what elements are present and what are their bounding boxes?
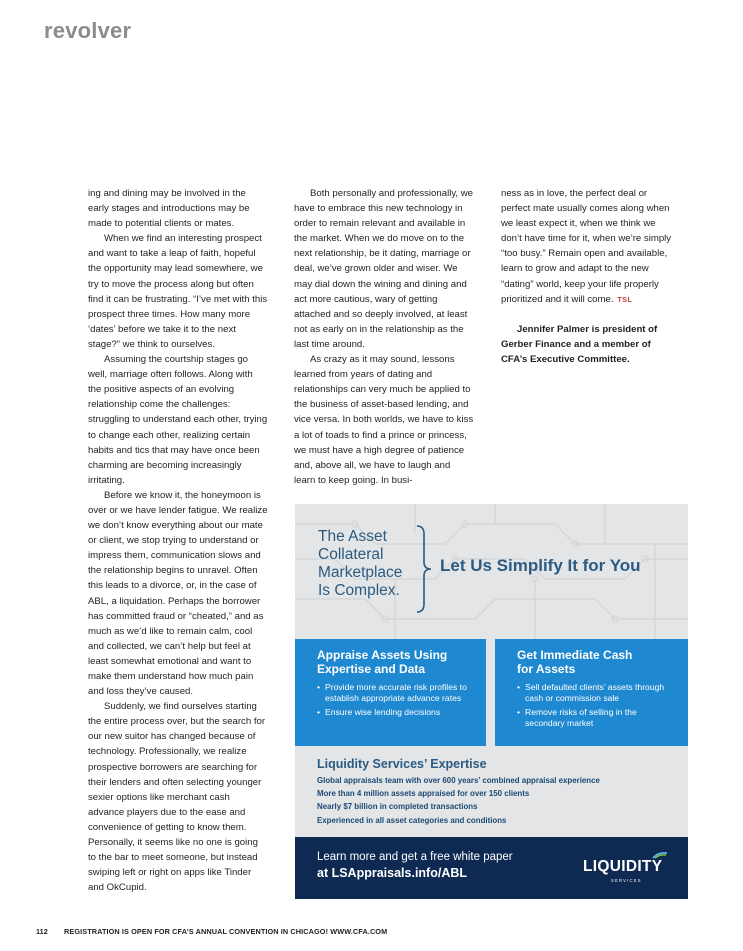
- logo-wordmark: LIQUIDITY: [583, 858, 663, 875]
- liquidity-services-logo: [583, 851, 673, 887]
- panel-title: [517, 648, 678, 676]
- ad-call-to-action[interactable]: [295, 837, 688, 899]
- article-column-3: [501, 186, 679, 367]
- paragraph: Suddenly, we find ourselves starting the entire process over, but the search for our new suitor has changed because of technology. Professionally, we realize prospective borrowers are searching for their lenders and often selecting younger sexier options like merchant cash advance players due to the ease and convenience of getting to know them. Personally, it seems like no one is going to the bar to meet someone, but instead swiping left or right on apps like Tinder and OkCupid.: [88, 701, 266, 894]
- panel-bullet: • Sell defaulted clients’ assets through cash or commission sale: [517, 682, 678, 703]
- cta-link[interactable]: at LSAppraisals.info/ABL: [317, 866, 468, 880]
- page-number: 112: [36, 927, 48, 936]
- immediate-cash-panel: [495, 639, 688, 746]
- expertise-item: Experienced in all asset categories and conditions: [317, 815, 507, 825]
- paragraph: Before we know it, the honeymoon is over or we have lender fatigue. We realize we don’t know everything about our mate or client, we stop trying to understand or impress them, communication slows and the relationship begins to unravel. Often this leads to a divorce, or, in the case of ABL, a liquidation. Perhaps the borrower has committed fraud or “cheated,” and as much as we’d like to remain calm, cool and collected, we can’t help but feel at least somewhat emotional and want to make them understand how much pain and loss they’ve caused.: [88, 489, 268, 698]
- headline-line: Marketplace: [318, 564, 403, 581]
- paragraph: As crazy as it may sound, lessons learned from years of dating and relationships can very much be applied to the business of asset-based lending, and vice versa. In both worlds, we have to kiss a lot of toads to find a prince or princess, we must have a high degree of patience and, above all, we have to laugh and learn to keep going. In busi-: [294, 354, 474, 486]
- expertise-title: Liquidity Services’ Expertise: [317, 757, 487, 771]
- headline-line: The Asset: [318, 528, 387, 545]
- paragraph: Both personally and professionally, we have to embrace this new technology in order to remain relevant and available in the market. When we do move on to the next relationship, be it dating, marriage or deal, we’ve grown older and wiser. We may dial down the wining and dining and act more cautious, wary of getting attached and so deeply involved, at least not as early on in the relationship as the last time around.: [294, 188, 474, 350]
- panel-title-line: for Assets: [517, 662, 576, 676]
- expertise-item: Nearly $7 billion in completed transactions: [317, 802, 478, 812]
- cta-text: Learn more and get a free white paper: [317, 851, 513, 863]
- end-mark: TSL: [617, 296, 633, 304]
- liquidity-services-ad[interactable]: [295, 504, 688, 899]
- panel-title-line: Get Immediate Cash: [517, 648, 633, 662]
- closing-text: ness as in love, the perfect deal or perfect mate usually comes along when we least expect it, when we think we don’t have time for it, when we’re simply “too busy.” Remain open and available, learn to grow and adapt to the new “dating” world, keep your life properly prioritized and it will come.: [501, 188, 672, 305]
- panel-bullet: • Remove risks of selling in the secondary market: [517, 707, 678, 728]
- ad-headline: [318, 528, 402, 600]
- article-column-1: [88, 186, 268, 895]
- panel-bullet: • Provide more accurate risk profiles to establish appropriate advance rates: [317, 682, 476, 703]
- paragraph: When we find an interesting prospect and want to take a leap of faith, hopeful the opportunity may lead somewhere, we try to move the process along but often find it can be frustrating. “I’ve met with this prospect three times. How many more ‘dates’ before we take it to the next stage?” we think to ourselves.: [88, 233, 268, 350]
- expertise-item: Global appraisals team with over 600 years’ combined appraisal experience: [317, 776, 600, 785]
- ad-tagline: Let Us Simplify It for You: [440, 556, 641, 575]
- panel-title-line: Expertise and Data: [317, 662, 426, 676]
- paragraph: [501, 186, 679, 308]
- headline-line: Is Complex.: [318, 582, 400, 599]
- author-bio: Jennifer Palmer is president of Gerber Finance and a member of CFA’s Executive Committee.: [501, 323, 658, 365]
- section-title: revolver: [44, 18, 132, 43]
- headline-line: Collateral: [318, 546, 384, 563]
- footer-line: REGISTRATION IS OPEN FOR CFA’S ANNUAL CONVENTION IN CHICAGO! WWW.CFA.COM: [64, 927, 388, 936]
- appraise-assets-panel: [295, 639, 486, 746]
- panel-title-line: Appraise Assets Using: [317, 648, 448, 662]
- expertise-item: More than 4 million assets appraised for over 150 clients: [317, 789, 530, 799]
- expertise-section: [317, 757, 677, 827]
- article-column-2: [294, 186, 474, 488]
- paragraph: ing and dining may be involved in the early stages and introductions may be made to potential clients or mates.: [88, 188, 250, 230]
- curly-brace-icon: [414, 524, 434, 614]
- panel-bullet: • Ensure wise lending decisions: [317, 707, 476, 718]
- paragraph: Assuming the courtship stages go well, marriage often follows. Along with the positive aspects of an evolving relationship come the challenges: struggling to understand each other, trying to change each other, realizing certain habits and tics that may have once been charming are becoming increasingly irritating.: [88, 354, 268, 486]
- panel-title: [317, 648, 476, 676]
- logo-subtitle: SERVICES: [611, 878, 642, 883]
